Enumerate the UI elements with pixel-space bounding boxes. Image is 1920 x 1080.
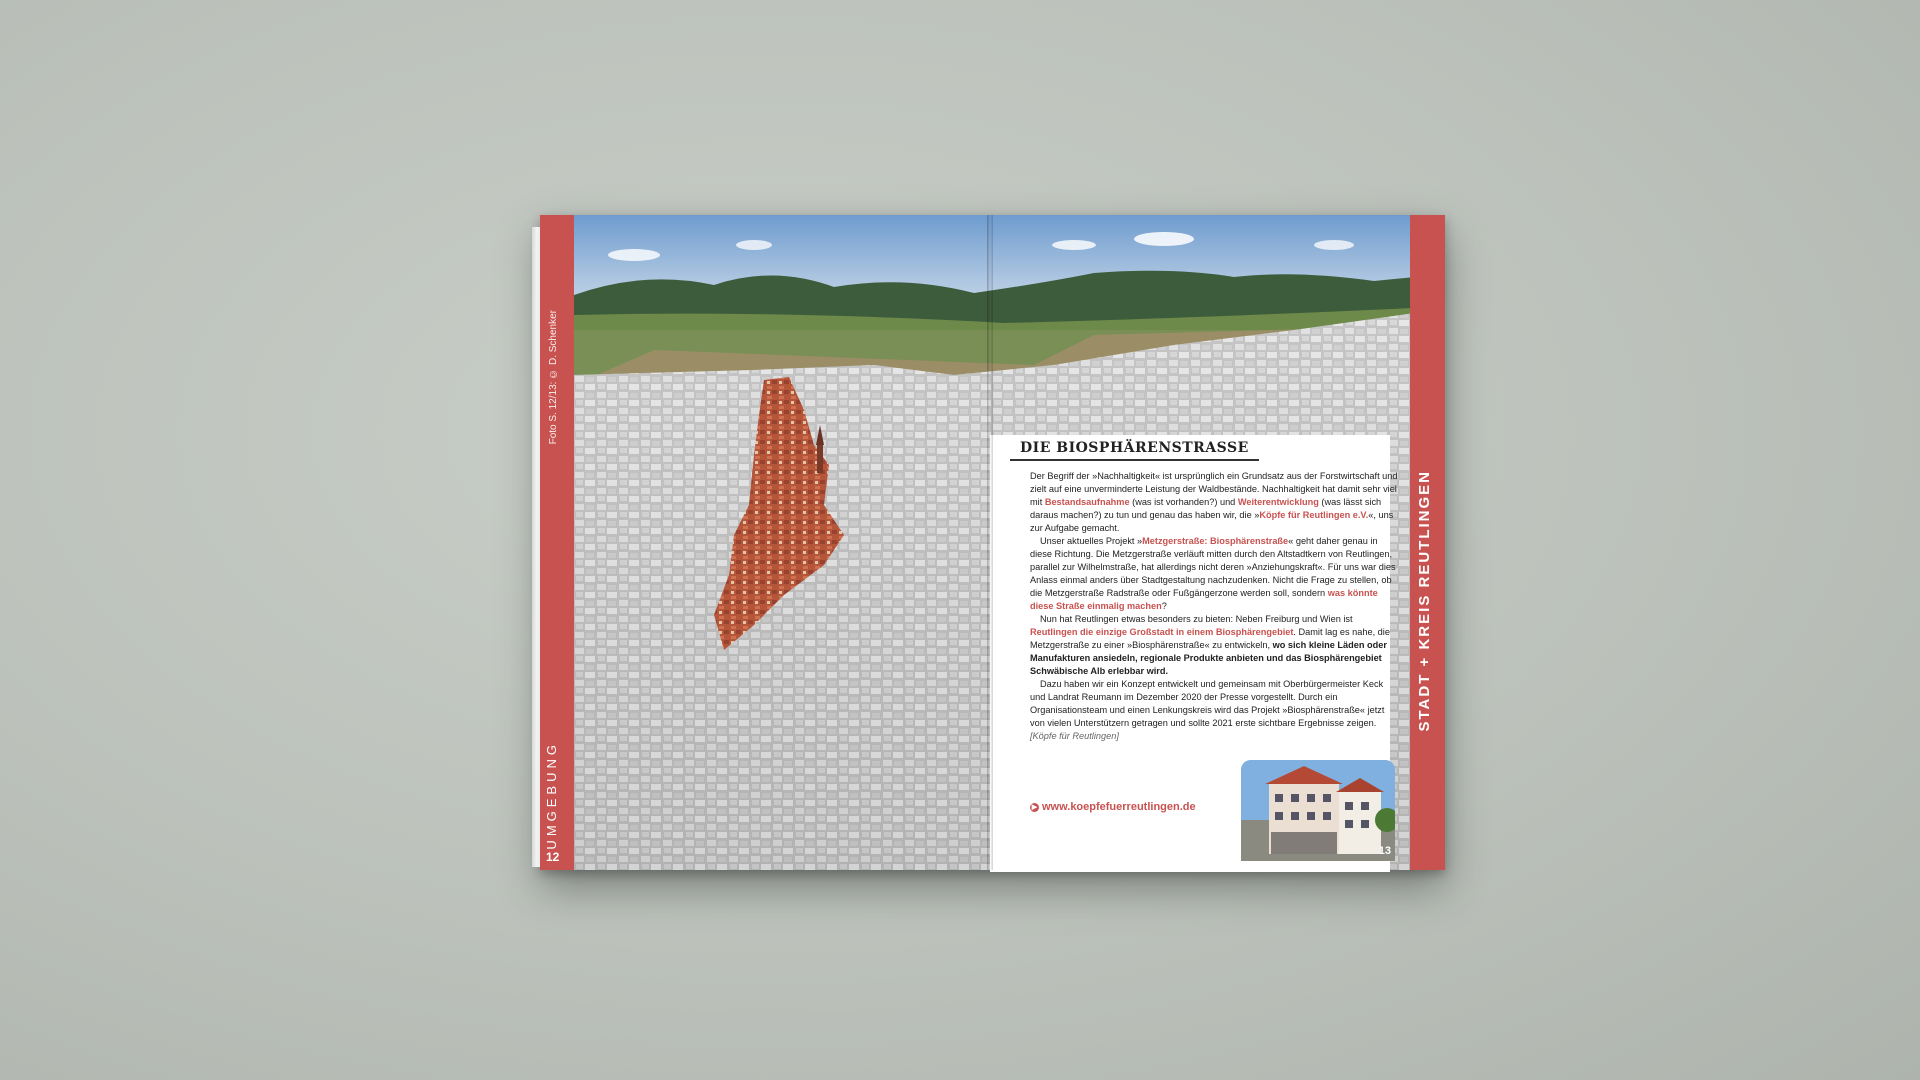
highlight-text: Weiterentwicklung <box>1237 497 1319 507</box>
source-note: [Köpfe für Reutlingen] <box>1030 731 1119 741</box>
highlight-text: Metzgerstraße: Biosphärenstraße <box>1142 536 1289 546</box>
left-page-stripe <box>540 215 574 870</box>
section-label-left: UMGEBUNG <box>544 741 559 850</box>
paragraph-3 <box>1030 613 1400 678</box>
text-run: « geht daher genau in diese Richtung. Die Metzgerstraße verläuft mitten durch den Altstadtkern von Reutlingen, parallel zur Wilhelmstraße, hat allerdings nicht deren »Anziehungskraft«. Für uns war dies Anlass einmal anders über Stadtgestaltung nachzudenken. Nicht die Frage zu stellen, ob die Metzgerstraße Radstraße oder Fußgängerzone werden soll, sondern <box>1030 536 1396 598</box>
right-page-stripe <box>1410 215 1445 870</box>
section-label-right: STADT + KREIS REUTLINGEN <box>1416 470 1433 732</box>
website-url[interactable]: www.koepfefuerreutlingen.de <box>1042 801 1196 813</box>
open-brochure <box>540 215 1445 870</box>
highlight-text: Köpfe für Reutlingen e.V. <box>1259 510 1369 520</box>
paragraph-1 <box>1030 470 1400 535</box>
arrow-right-icon: ▶ <box>1031 804 1038 811</box>
website-link[interactable] <box>1030 801 1196 813</box>
text-run: (was ist vorhanden?) und <box>1129 497 1238 507</box>
paragraph-2 <box>1030 535 1400 613</box>
bold-text: wo sich kleine Läden oder Manufakturen ansiedeln, regionale Produkte anbieten und das Biosphärengebiet Schwäbische Alb erlebbar wird. <box>1030 640 1387 676</box>
text-run: (was lässt sich daraus machen?) zu tun und genau das haben wir, die » <box>1030 497 1382 520</box>
page-number-right: 13 <box>1378 845 1391 857</box>
article-body <box>1030 470 1400 743</box>
photo-credit: Foto S. 12/13: © D. Schenker <box>548 310 559 445</box>
text-run: . Damit lag es nahe, die Metzgerstraße zu einer »Biosphärenstraße« zu entwickeln, <box>1030 627 1390 650</box>
page-number-left: 12 <box>546 850 560 864</box>
text-run: Unser aktuelles Projekt » <box>1040 536 1143 546</box>
text-run: ? <box>1161 601 1167 611</box>
building-photo <box>1241 760 1395 861</box>
building-photo-illustration <box>1241 760 1395 861</box>
article-heading: DIE BIOSPHÄRENSTRASSE <box>1010 437 1259 461</box>
book-gutter <box>987 215 993 870</box>
paragraph-4: Dazu haben wir ein Konzept entwickelt und gemeinsam mit Oberbürgermeister Keck und Landrat Reumann im Dezember 2020 der Presse vorgestellt. Durch ein Organisationsteam und einen Lenkungskreis wird das Projekt »Biosphärenstraße« jetzt von vielen Unterstützern getragen und sollte 2021 erste sichtbare Ergebnisse zeigen. <box>1030 679 1385 728</box>
highlight-text: was könnte diese Straße einmalig machen <box>1030 588 1378 611</box>
text-run: Der Begriff der »Nachhaltigkeit« ist ursprünglich ein Grundsatz aus der Forstwirtschaft und zielt auf eine unverminderte Leistung der Waldbestände. Nachhaltigkeit hat damit sehr viel mit <box>1030 471 1398 507</box>
text-run: «, uns zur Aufgabe gemacht. <box>1030 510 1394 533</box>
text-run: Nun hat Reutlingen etwas besonders zu bieten: Neben Freiburg und Wien ist <box>1040 614 1353 624</box>
highlight-text: Bestandsaufnahme <box>1044 497 1130 507</box>
highlight-text: Reutlingen die einzige Großstadt in einem Biosphärengebiet <box>1030 627 1294 637</box>
